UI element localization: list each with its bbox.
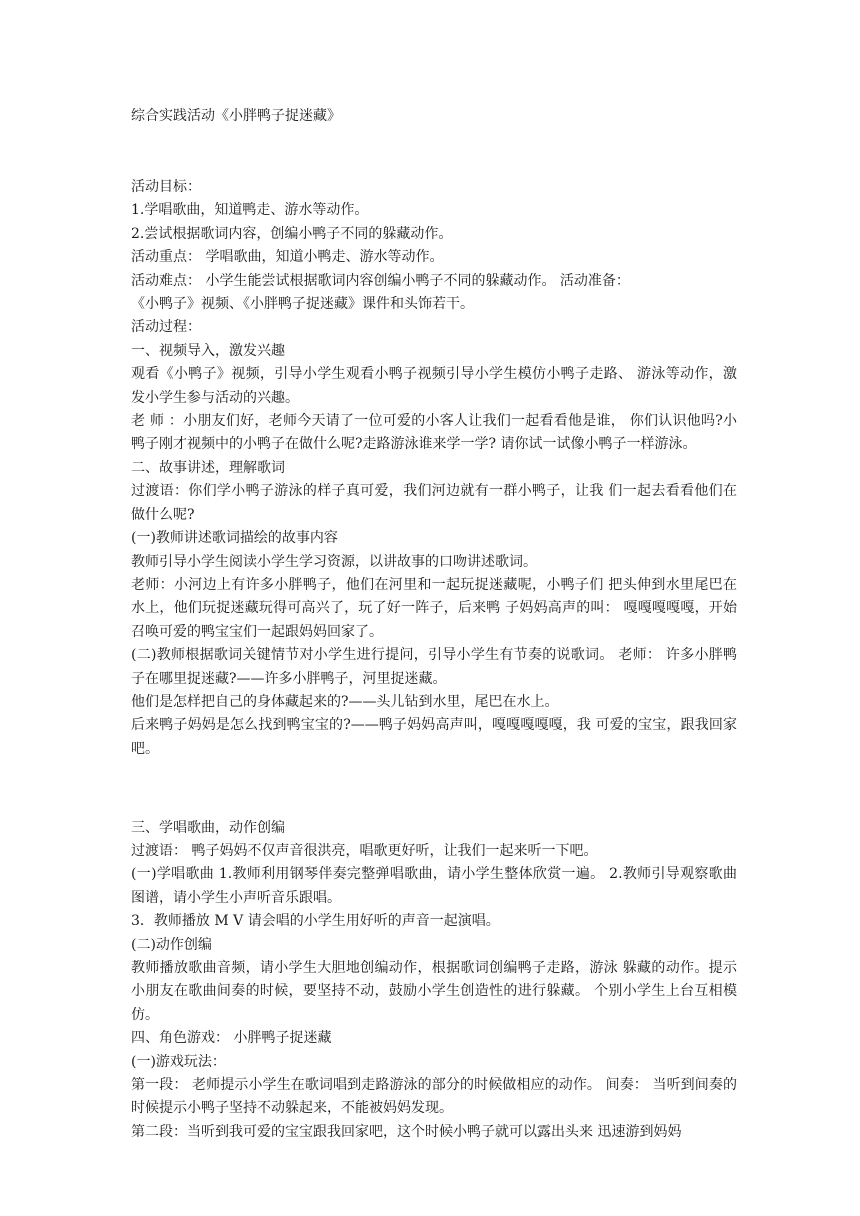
paragraph: (一)教师讲述歌词描绘的故事内容 bbox=[131, 530, 338, 547]
paragraph: 老师：小河边上有许多小胖鸭子，他们在河里和一起玩捉迷藏呢，小鸭子们 把头伸到水里尾巴在水上，他们玩捉迷藏玩得可高兴了，玩了好一阵子，后来鸭 子妈妈高声的叫： 嘎嘎嘎嘎嘎，开始召唤可爱的鸭宝宝们一起跟妈妈回家了。 bbox=[131, 576, 737, 640]
paragraph: 他们是怎样把自己的身体藏起来的?——头儿钻到水里，尾巴在水上。 bbox=[131, 693, 559, 710]
document-title: 综合实践活动《小胖鸭子捉迷藏》 bbox=[131, 108, 341, 124]
document-body bbox=[131, 176, 737, 1144]
paragraph: (二)教师根据歌词关键情节对小学生进行提问，引导小学生有节奏的说歌词。 老师： 许多小胖鸭子在哪里捉迷藏?——许多小胖鸭子，河里捉迷藏。 bbox=[131, 647, 737, 687]
paragraph: 活动难点： 小学生能尝试根据歌词内容创编小鸭子不同的躲藏动作。 活动准备： bbox=[131, 272, 630, 289]
paragraph: 《小鸭子》视频、《小胖鸭子捉迷藏》课件和头饰若干。 bbox=[131, 296, 474, 313]
paragraph: 过渡语： 鸭子妈妈不仅声音很洪亮，唱歌更好听，让我们一起来听一下吧。 bbox=[131, 842, 598, 859]
paragraph: 观看《小鸭子》视频，引导小学生观看小鸭子视频引导小学生模仿小鸭子走路、 游泳等动作，激发小学生参与活动的兴趣。 bbox=[131, 366, 737, 406]
blank-line bbox=[131, 777, 737, 800]
paragraph: 老 师 ：小朋友们好，老师今天请了一位可爱的小客人让我们一起看看他是谁， 你们认识他吗?小鸭子刚才视频中的小鸭子在做什么呢?走路游泳谁来学一学? 请你试一试像小鸭子一样游泳。 bbox=[131, 413, 737, 453]
paragraph: (二)动作创编 bbox=[131, 936, 212, 953]
paragraph: 3．教师播放 M V 请会唱的小学生用好听的声音一起演唱。 bbox=[131, 913, 500, 930]
paragraph: (一)学唱歌曲 1.教师利用钢琴伴奏完整弹唱歌曲，请小学生整体欣赏一遍。 2.教师引导观察歌曲图谱，请小学生小声听音乐跟唱。 bbox=[131, 866, 737, 906]
paragraph: 活动过程： bbox=[131, 319, 201, 336]
paragraph: 第二段：当听到我可爱的宝宝跟我回家吧，这个时候小鸭子就可以露出头来 迅速游到妈妈 bbox=[131, 1123, 682, 1140]
paragraph: 二、故事讲述，理解歌词 bbox=[131, 459, 285, 476]
paragraph: 一、视频导入，激发兴趣 bbox=[131, 342, 285, 359]
paragraph: 活动重点： 学唱歌曲，知道小鸭走、游水等动作。 bbox=[131, 249, 444, 266]
paragraph: 三、学唱歌曲，动作创编 bbox=[131, 819, 285, 836]
document-page bbox=[131, 104, 737, 1144]
paragraph: 教师引导小学生阅读小学生学习资源，以讲故事的口吻讲述歌词。 bbox=[131, 553, 537, 570]
paragraph: 活动目标： bbox=[131, 179, 201, 195]
paragraph: (一)游戏玩法： bbox=[131, 1053, 226, 1070]
paragraph: 过渡语：你们学小鸭子游泳的样子真可爱，我们河边就有一群小鸭子，让我 们一起去看看他们在做什么呢? bbox=[131, 483, 737, 523]
paragraph: 后来鸭子妈妈是怎么找到鸭宝宝的?——鸭子妈妈高声叫，嘎嘎嘎嘎嘎，我 可爱的宝宝，跟我回家吧。 bbox=[131, 717, 737, 757]
paragraph: 第一段： 老师提示小学生在歌词唱到走路游泳的部分的时候做相应的动作。 间奏： 当听到间奏的时候提示小鸭子坚持不动躲起来，不能被妈妈发现。 bbox=[131, 1077, 737, 1117]
paragraph: 四、角色游戏： 小胖鸭子捉迷藏 bbox=[131, 1030, 332, 1047]
paragraph: 2.尝试根据歌词内容，创编小鸭子不同的躲藏动作。 bbox=[131, 225, 453, 242]
paragraph: 教师播放歌曲音频，请小学生大胆地创编动作，根据歌词创编鸭子走路，游泳 躲藏的动作。提示小朋友在歌曲间奏的时候，要坚持不动，鼓励小学生创造性的进行躲藏。 个别小学生上台互相模仿。 bbox=[131, 959, 737, 1023]
paragraph: 1.学唱歌曲，知道鸭走、游水等动作。 bbox=[131, 202, 369, 219]
